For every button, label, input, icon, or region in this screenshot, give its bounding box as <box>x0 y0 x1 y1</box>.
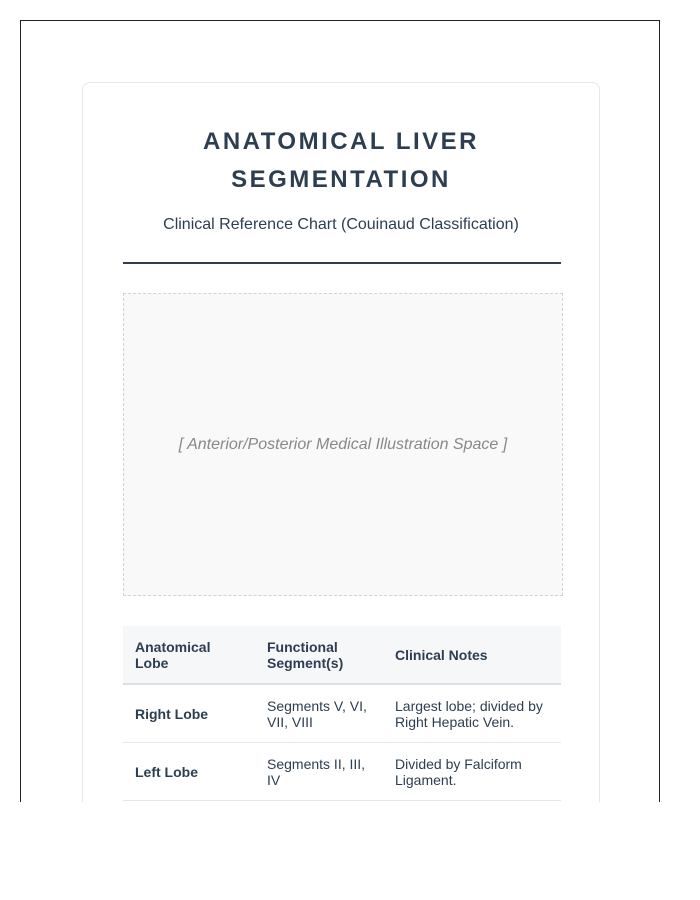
cell-notes: Largest lobe; divided by Right Hepatic Vein. <box>383 684 561 743</box>
illustration-placeholder <box>123 293 563 596</box>
cell-segments: Segments V, VI, VII, VIII <box>255 684 383 743</box>
cell-lobe: Left Lobe <box>123 743 255 801</box>
page-subtitle: Clinical Reference Chart (Couinaud Classification) <box>163 216 519 233</box>
reference-card <box>82 82 600 802</box>
title-line-2: SEGMENTATION <box>231 166 451 193</box>
header-anatomical-lobe: Anatomical Lobe <box>123 626 255 684</box>
cell-segments: Segments II, III, IV <box>255 743 383 801</box>
cell-notes: Divided by Falciform Ligament. <box>383 743 561 801</box>
segmentation-table <box>123 626 561 801</box>
cell-lobe: Right Lobe <box>123 684 255 743</box>
header-functional-segments: Functional Segment(s) <box>255 626 383 684</box>
table-row <box>123 743 561 801</box>
table-header-row <box>123 626 561 684</box>
page-title <box>123 123 559 199</box>
table-row <box>123 684 561 743</box>
illustration-placeholder-text: [ Anterior/Posterior Medical Illustration Space ] <box>178 435 508 453</box>
page-frame <box>20 20 660 802</box>
header-clinical-notes: Clinical Notes <box>383 626 561 684</box>
title-divider <box>123 262 561 264</box>
title-line-1: ANATOMICAL LIVER <box>202 128 479 155</box>
